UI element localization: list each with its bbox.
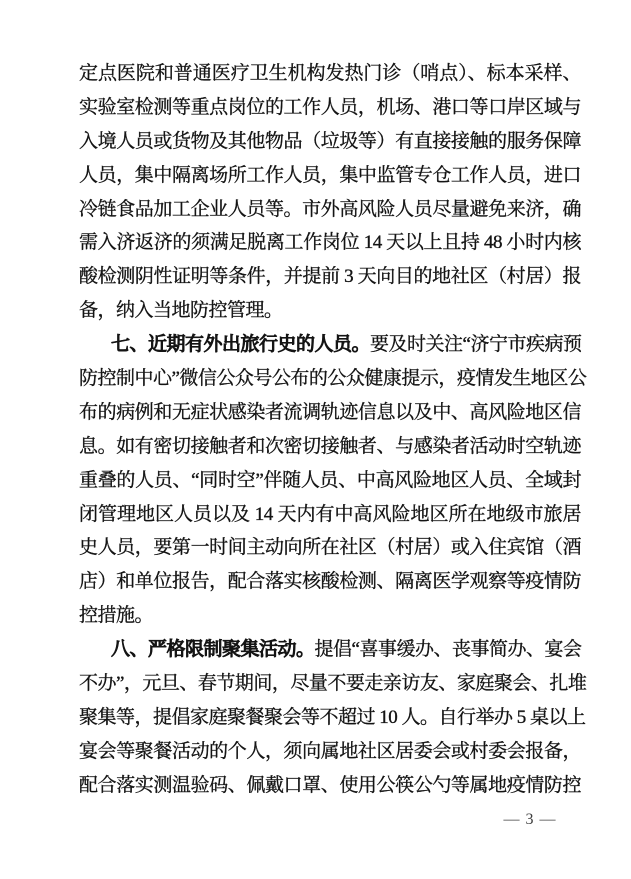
page-number: — 3 — [503,811,557,828]
body-text: 店）和单位报告，配合落实核酸检测、隔离医学观察等疫情防 [79,571,581,593]
text-line [79,57,581,91]
body-text: 需入济返济的须满足脱离工作岗位 14 天以上且持 48 小时内核 [79,232,581,254]
text-line [79,633,581,667]
body-text: 控措施。 [79,605,154,627]
body-text: 入境人员或货物及其他物品（垃圾等）有直接接触的服务保障 [79,130,581,152]
text-line [79,396,581,430]
body-text: 提倡“喜事缓办、丧事简办、宴会 [314,639,582,661]
text-line [79,531,581,565]
body-text: 备，纳入当地防控管理。 [79,300,283,322]
body-text: 聚集等，提倡家庭聚餐聚会等不超过 10 人。自行举办 5 桌以上 [79,706,586,728]
text-line [79,769,581,803]
body-text: 闭管理地区人员以及 14 天内有中高风险地区所在地级市旅居 [79,503,581,525]
text-line [79,498,581,532]
text-line [79,328,581,362]
body-text: 冷链食品加工企业人员等。市外高风险人员尽量避免来济，确 [79,198,581,220]
body-text: 重叠的人员、“同时空”伴随人员、中高风险地区人员、全域封 [79,469,581,491]
section-heading: 七、近期有外出旅行史的人员。 [111,334,371,356]
text-line [79,667,587,701]
text-line [79,430,581,464]
body-text: 息。如有密切接触者和次密切接触者、与感染者活动时空轨迹 [79,435,581,457]
body-text: 布的病例和无症状感染者流调轨迹信息以及中、高风险地区信 [79,401,581,423]
text-line [79,226,581,260]
body-text: 定点医院和普通医疗卫生机构发热门诊（哨点）、标本采样、 [79,63,581,84]
section-heading: 八、严格限制聚集活动。 [111,639,315,661]
body-text: 宴会等聚餐活动的个人，须向属地社区居委会或村委会报备， [79,740,581,762]
text-line [79,362,587,396]
body-text: 实验室检测等重点岗位的工作人员，机场、港口等口岸区域与 [79,96,581,118]
text-line [79,735,581,769]
body-text: 配合落实测温验码、佩戴口罩、使用公筷公勺等属地疫情防控 [79,774,581,796]
body-text: 史人员，要第一时间主动向所在社区（村居）或入住宾馆（酒 [79,537,581,559]
body-text: 不办”，元旦、春节期间，尽量不要走亲访友、家庭聚会、扎堆 [79,673,587,695]
text-line [79,91,581,125]
body-text: 要及时关注“济宁市疾病预 [370,334,582,356]
text-line [79,159,581,193]
text-line [79,599,581,633]
text-line [79,701,586,735]
text-line [79,464,581,498]
body-text: 防控制中心”微信公众号公布的公众健康提示，疫情发生地区公 [79,368,587,390]
document-body [79,57,587,803]
body-text: 人员，集中隔离场所工作人员，集中监管专仓工作人员，进口 [79,164,581,186]
text-line [79,193,581,227]
text-line [79,565,581,599]
text-line [79,294,581,328]
text-line [79,125,581,159]
text-line [79,260,581,294]
body-text: 酸检测阴性证明等条件，并提前 3 天向目的地社区（村居）报 [79,266,581,288]
